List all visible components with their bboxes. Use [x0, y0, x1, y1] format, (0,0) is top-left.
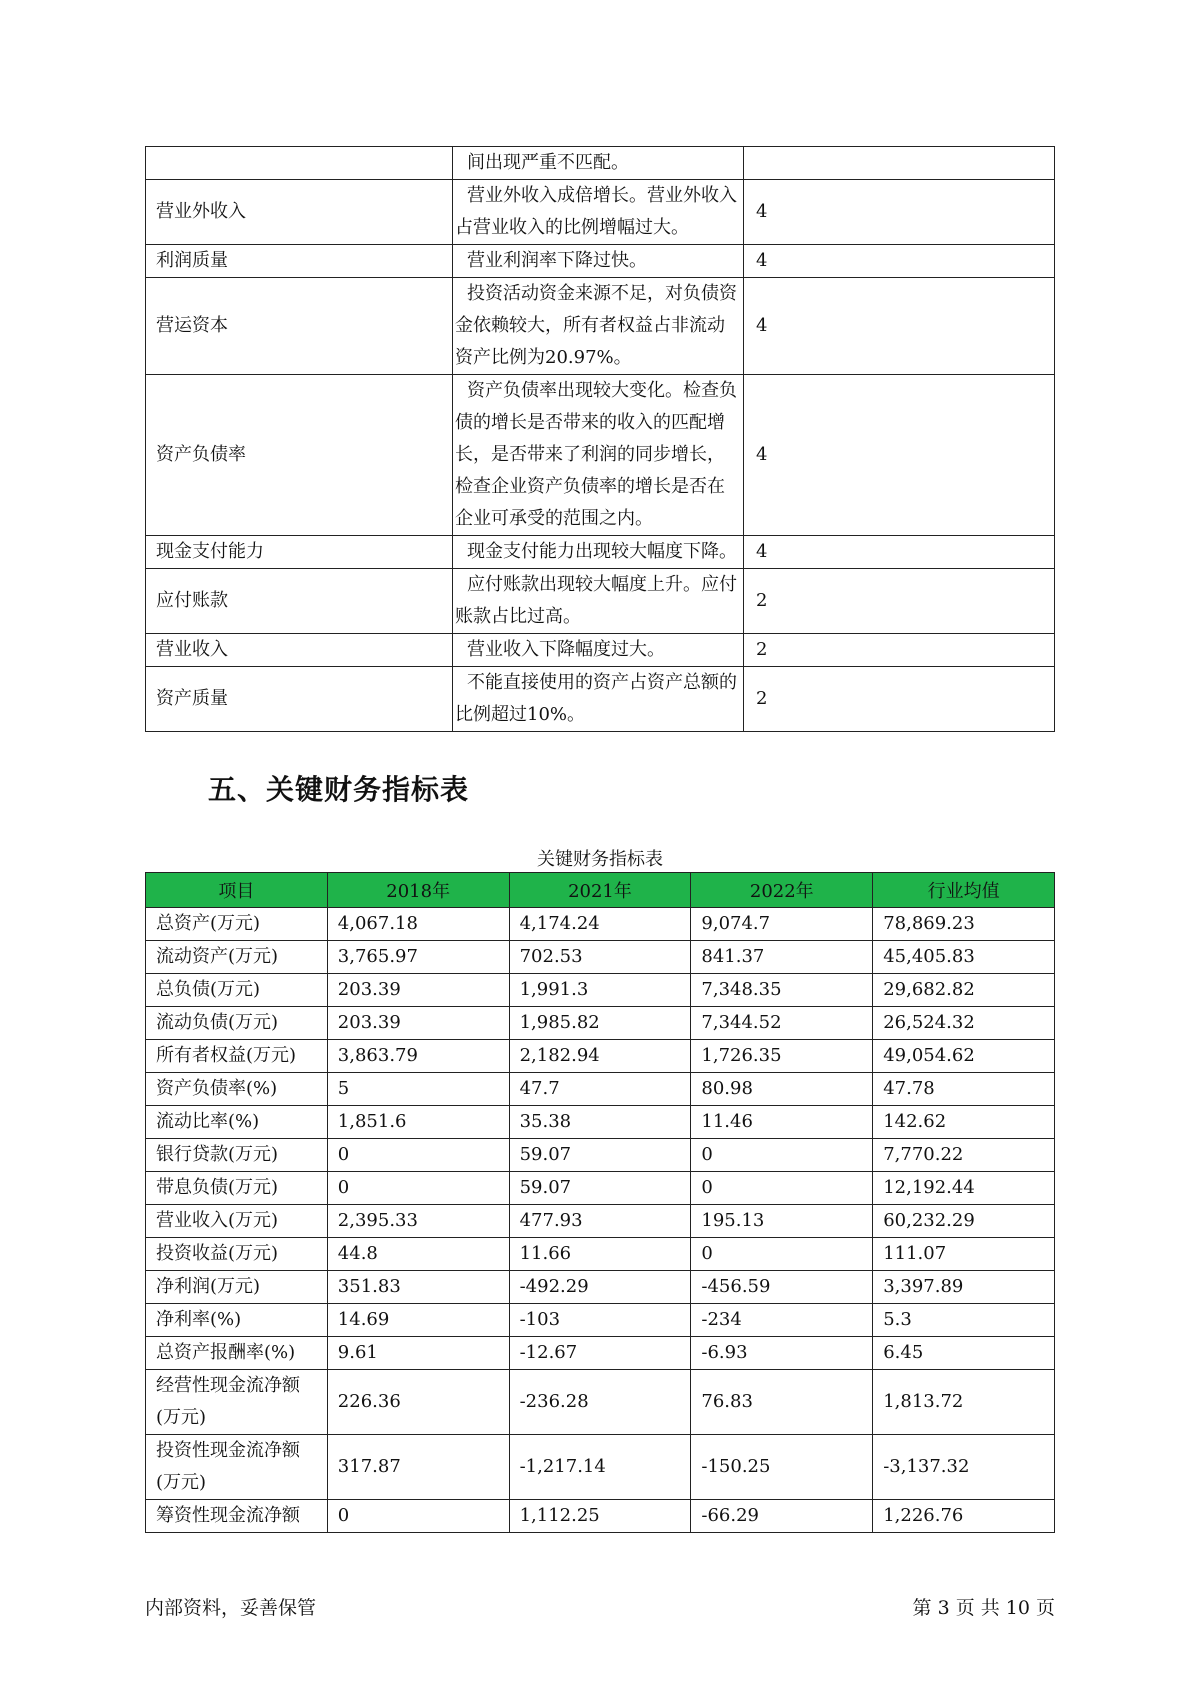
value-cell: 477.93 [509, 1205, 691, 1238]
risk-item-cell: 营业收入 [146, 634, 453, 667]
footer-confidential-note: 内部资料，妥善保管 [145, 1597, 317, 1619]
indicator-name-cell: 经营性现金流净额(万元) [146, 1370, 328, 1435]
column-header: 2022年 [691, 873, 873, 908]
risk-score-cell: 4 [744, 375, 1055, 536]
risk-item-cell: 营业外收入 [146, 180, 453, 245]
risk-table-row [146, 569, 1055, 634]
table-row [146, 1172, 1055, 1205]
value-cell: 59.07 [509, 1139, 691, 1172]
table-row [146, 1106, 1055, 1139]
indicator-name-cell: 营业收入(万元) [146, 1205, 328, 1238]
risk-description-cell: 营业外收入成倍增长。营业外收入占营业收入的比例增幅过大。 [453, 180, 744, 245]
table-row [146, 908, 1055, 941]
value-cell: 26,524.32 [873, 1007, 1055, 1040]
value-cell: 1,226.76 [873, 1500, 1055, 1533]
value-cell: 4,174.24 [509, 908, 691, 941]
indicator-name-cell: 银行贷款(万元) [146, 1139, 328, 1172]
column-header: 行业均值 [873, 873, 1055, 908]
section-heading: 五、关键财务指标表 [208, 773, 470, 806]
column-header: 2021年 [509, 873, 691, 908]
risk-table-row [146, 375, 1055, 536]
table-row [146, 1007, 1055, 1040]
table-caption: 关键财务指标表 [537, 849, 663, 870]
value-cell: 2,395.33 [327, 1205, 509, 1238]
value-cell: 2,182.94 [509, 1040, 691, 1073]
value-cell: 6.45 [873, 1337, 1055, 1370]
value-cell: 317.87 [327, 1435, 509, 1500]
value-cell: 60,232.29 [873, 1205, 1055, 1238]
risk-description-cell: 现金支付能力出现较大幅度下降。 [453, 536, 744, 569]
value-cell: -456.59 [691, 1271, 873, 1304]
value-cell: 47.7 [509, 1073, 691, 1106]
risk-score-cell: 4 [744, 536, 1055, 569]
table-row [146, 1271, 1055, 1304]
risk-item-cell: 营运资本 [146, 278, 453, 375]
value-cell: 7,344.52 [691, 1007, 873, 1040]
value-cell: 7,770.22 [873, 1139, 1055, 1172]
risk-item-cell: 利润质量 [146, 245, 453, 278]
value-cell: 1,112.25 [509, 1500, 691, 1533]
risk-indicator-table [145, 146, 1055, 732]
table-row [146, 974, 1055, 1007]
indicator-name-cell: 流动负债(万元) [146, 1007, 328, 1040]
value-cell: 14.69 [327, 1304, 509, 1337]
risk-description-cell: 资产负债率出现较大变化。检查负债的增长是否带来的收入的匹配增长，是否带来了利润的同步增长，检查企业资产负债率的增长是否在企业可承受的范围之内。 [453, 375, 744, 536]
risk-item-cell [146, 147, 453, 180]
indicator-name-cell: 总负债(万元) [146, 974, 328, 1007]
table-row [146, 1304, 1055, 1337]
risk-table-row [146, 180, 1055, 245]
risk-description-cell: 不能直接使用的资产占资产总额的比例超过10%。 [453, 667, 744, 732]
risk-description-cell: 营业收入下降幅度过大。 [453, 634, 744, 667]
value-cell: 111.07 [873, 1238, 1055, 1271]
financial-table-body [146, 908, 1055, 1533]
value-cell: 44.8 [327, 1238, 509, 1271]
indicator-name-cell: 流动比率(%) [146, 1106, 328, 1139]
risk-table-row [146, 667, 1055, 732]
risk-score-cell: 4 [744, 245, 1055, 278]
value-cell: 1,726.35 [691, 1040, 873, 1073]
value-cell: -12.67 [509, 1337, 691, 1370]
risk-description-cell: 间出现严重不匹配。 [453, 147, 744, 180]
value-cell: 5.3 [873, 1304, 1055, 1337]
value-cell: 195.13 [691, 1205, 873, 1238]
value-cell: 226.36 [327, 1370, 509, 1435]
value-cell: 841.37 [691, 941, 873, 974]
value-cell: 142.62 [873, 1106, 1055, 1139]
indicator-name-cell: 筹资性现金流净额 [146, 1500, 328, 1533]
value-cell: 0 [691, 1139, 873, 1172]
risk-table-row [146, 245, 1055, 278]
column-header: 2018年 [327, 873, 509, 908]
table-row [146, 1370, 1055, 1435]
value-cell: 35.38 [509, 1106, 691, 1139]
risk-item-cell: 现金支付能力 [146, 536, 453, 569]
value-cell: 59.07 [509, 1172, 691, 1205]
value-cell: -236.28 [509, 1370, 691, 1435]
risk-score-cell [744, 147, 1055, 180]
table-row [146, 1435, 1055, 1500]
value-cell: 9,074.7 [691, 908, 873, 941]
indicator-name-cell: 总资产(万元) [146, 908, 328, 941]
value-cell: 1,991.3 [509, 974, 691, 1007]
value-cell: 203.39 [327, 974, 509, 1007]
indicator-name-cell: 投资收益(万元) [146, 1238, 328, 1271]
financial-table-head [146, 873, 1055, 908]
table-row [146, 1337, 1055, 1370]
value-cell: 1,985.82 [509, 1007, 691, 1040]
indicator-name-cell: 带息负债(万元) [146, 1172, 328, 1205]
value-cell: -103 [509, 1304, 691, 1337]
table-row [146, 941, 1055, 974]
column-header: 项目 [146, 873, 328, 908]
table-row [146, 1500, 1055, 1533]
table-row [146, 1139, 1055, 1172]
risk-table-row [146, 634, 1055, 667]
value-cell: 47.78 [873, 1073, 1055, 1106]
risk-item-cell: 资产负债率 [146, 375, 453, 536]
value-cell: -1,217.14 [509, 1435, 691, 1500]
value-cell: 351.83 [327, 1271, 509, 1304]
value-cell: 45,405.83 [873, 941, 1055, 974]
indicator-name-cell: 所有者权益(万元) [146, 1040, 328, 1073]
risk-description-cell: 营业利润率下降过快。 [453, 245, 744, 278]
value-cell: 4,067.18 [327, 908, 509, 941]
value-cell: -3,137.32 [873, 1435, 1055, 1500]
value-cell: 3,863.79 [327, 1040, 509, 1073]
risk-table-row [146, 278, 1055, 375]
value-cell: 1,851.6 [327, 1106, 509, 1139]
footer-page-number: 第 3 页 共 10 页 [912, 1597, 1055, 1619]
table-row [146, 1073, 1055, 1106]
indicator-name-cell: 总资产报酬率(%) [146, 1337, 328, 1370]
value-cell: 29,682.82 [873, 974, 1055, 1007]
value-cell: 7,348.35 [691, 974, 873, 1007]
value-cell: 9.61 [327, 1337, 509, 1370]
value-cell: 203.39 [327, 1007, 509, 1040]
indicator-name-cell: 流动资产(万元) [146, 941, 328, 974]
indicator-name-cell: 投资性现金流净额(万元) [146, 1435, 328, 1500]
value-cell: 0 [691, 1172, 873, 1205]
risk-description-cell: 投资活动资金来源不足，对负债资金依赖较大，所有者权益占非流动资产比例为20.97%。 [453, 278, 744, 375]
value-cell: 49,054.62 [873, 1040, 1055, 1073]
value-cell: -234 [691, 1304, 873, 1337]
value-cell: 1,813.72 [873, 1370, 1055, 1435]
indicator-name-cell: 净利润(万元) [146, 1271, 328, 1304]
value-cell: -66.29 [691, 1500, 873, 1533]
risk-score-cell: 4 [744, 278, 1055, 375]
risk-score-cell: 2 [744, 569, 1055, 634]
value-cell: 0 [327, 1139, 509, 1172]
value-cell: 11.66 [509, 1238, 691, 1271]
value-cell: 5 [327, 1073, 509, 1106]
table-row [146, 1238, 1055, 1271]
value-cell: 3,397.89 [873, 1271, 1055, 1304]
financial-table-header-row [146, 873, 1055, 908]
value-cell: 0 [327, 1172, 509, 1205]
value-cell: -6.93 [691, 1337, 873, 1370]
financial-indicator-table [145, 872, 1055, 1533]
risk-item-cell: 应付账款 [146, 569, 453, 634]
value-cell: 3,765.97 [327, 941, 509, 974]
value-cell: 12,192.44 [873, 1172, 1055, 1205]
indicator-name-cell: 净利率(%) [146, 1304, 328, 1337]
risk-description-cell: 应付账款出现较大幅度上升。应付账款占比过高。 [453, 569, 744, 634]
value-cell: 80.98 [691, 1073, 873, 1106]
value-cell: 0 [327, 1500, 509, 1533]
table-row [146, 1205, 1055, 1238]
value-cell: 76.83 [691, 1370, 873, 1435]
risk-score-cell: 2 [744, 634, 1055, 667]
table-row [146, 1040, 1055, 1073]
value-cell: 702.53 [509, 941, 691, 974]
indicator-name-cell: 资产负债率(%) [146, 1073, 328, 1106]
risk-table-row [146, 536, 1055, 569]
risk-table-row [146, 147, 1055, 180]
value-cell: -150.25 [691, 1435, 873, 1500]
risk-table-body [146, 147, 1055, 732]
value-cell: 11.46 [691, 1106, 873, 1139]
risk-score-cell: 2 [744, 667, 1055, 732]
value-cell: 0 [691, 1238, 873, 1271]
value-cell: -492.29 [509, 1271, 691, 1304]
risk-score-cell: 4 [744, 180, 1055, 245]
value-cell: 78,869.23 [873, 908, 1055, 941]
risk-item-cell: 资产质量 [146, 667, 453, 732]
